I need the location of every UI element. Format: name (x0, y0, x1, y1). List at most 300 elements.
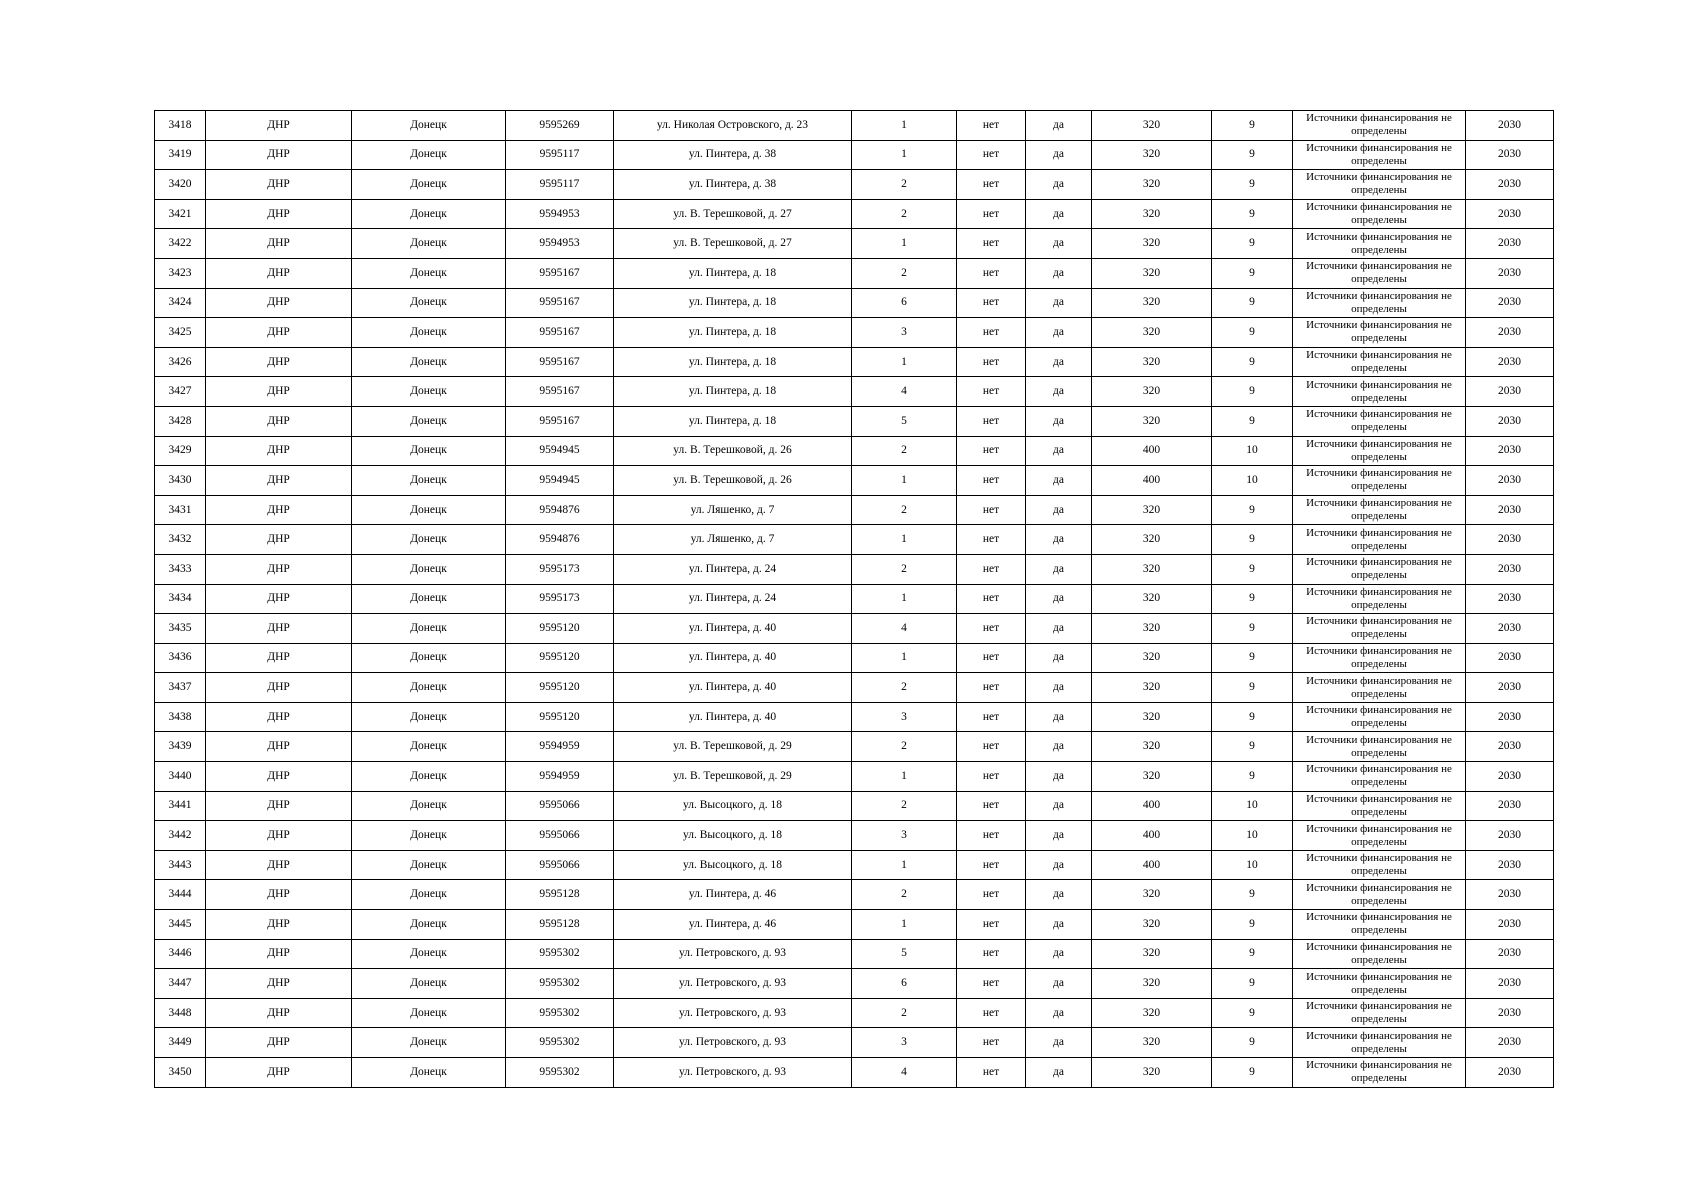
region-cell: ДНР (206, 406, 352, 436)
capacity-cell: 400 (1092, 436, 1212, 466)
region-cell: ДНР (206, 850, 352, 880)
region-cell: ДНР (206, 998, 352, 1028)
region-cell: ДНР (206, 969, 352, 999)
row-number-cell: 3443 (155, 850, 206, 880)
funding-note-cell: Источники финансирования не определены (1293, 998, 1466, 1028)
status-yes-cell: да (1026, 939, 1092, 969)
floors-cell: 9 (1212, 347, 1293, 377)
status-yes-cell: да (1026, 140, 1092, 170)
table-row (155, 1028, 1554, 1058)
city-cell: Донецк (352, 318, 506, 348)
city-cell: Донецк (352, 910, 506, 940)
capacity-cell: 320 (1092, 880, 1212, 910)
region-cell: ДНР (206, 377, 352, 407)
city-cell: Донецк (352, 140, 506, 170)
city-cell: Донецк (352, 258, 506, 288)
object-id-cell: 9595128 (506, 880, 614, 910)
funding-note-cell: Источники финансирования не определены (1293, 702, 1466, 732)
row-number-cell: 3429 (155, 436, 206, 466)
row-number-cell: 3423 (155, 258, 206, 288)
capacity-cell: 320 (1092, 525, 1212, 555)
address-cell: ул. Петровского, д. 93 (614, 939, 852, 969)
entrance-cell: 1 (852, 643, 957, 673)
entrance-cell: 2 (852, 495, 957, 525)
status-yes-cell: да (1026, 702, 1092, 732)
year-cell: 2030 (1466, 258, 1554, 288)
year-cell: 2030 (1466, 495, 1554, 525)
status-yes-cell: да (1026, 525, 1092, 555)
entrance-cell: 6 (852, 288, 957, 318)
city-cell: Донецк (352, 643, 506, 673)
row-number-cell: 3421 (155, 199, 206, 229)
funding-note-cell: Источники финансирования не определены (1293, 880, 1466, 910)
capacity-cell: 400 (1092, 850, 1212, 880)
object-id-cell: 9594953 (506, 199, 614, 229)
table-row (155, 910, 1554, 940)
funding-note-cell: Источники финансирования не определены (1293, 199, 1466, 229)
capacity-cell: 400 (1092, 466, 1212, 496)
status-no-cell: нет (957, 199, 1026, 229)
floors-cell: 9 (1212, 643, 1293, 673)
status-yes-cell: да (1026, 969, 1092, 999)
funding-note-cell: Источники финансирования не определены (1293, 821, 1466, 851)
status-no-cell: нет (957, 614, 1026, 644)
region-cell: ДНР (206, 554, 352, 584)
capacity-cell: 320 (1092, 910, 1212, 940)
year-cell: 2030 (1466, 229, 1554, 259)
year-cell: 2030 (1466, 969, 1554, 999)
status-no-cell: нет (957, 406, 1026, 436)
capacity-cell: 400 (1092, 821, 1212, 851)
object-id-cell: 9595066 (506, 821, 614, 851)
object-id-cell: 9595066 (506, 850, 614, 880)
table-row (155, 554, 1554, 584)
floors-cell: 9 (1212, 377, 1293, 407)
status-yes-cell: да (1026, 732, 1092, 762)
region-cell: ДНР (206, 614, 352, 644)
year-cell: 2030 (1466, 199, 1554, 229)
row-number-cell: 3432 (155, 525, 206, 555)
object-id-cell: 9595128 (506, 910, 614, 940)
city-cell: Донецк (352, 199, 506, 229)
year-cell: 2030 (1466, 791, 1554, 821)
status-no-cell: нет (957, 288, 1026, 318)
status-no-cell: нет (957, 229, 1026, 259)
city-cell: Донецк (352, 229, 506, 259)
status-yes-cell: да (1026, 377, 1092, 407)
floors-cell: 9 (1212, 702, 1293, 732)
entrance-cell: 3 (852, 1028, 957, 1058)
object-id-cell: 9595167 (506, 258, 614, 288)
table-row (155, 1058, 1554, 1088)
status-yes-cell: да (1026, 584, 1092, 614)
object-id-cell: 9595269 (506, 111, 614, 141)
region-cell: ДНР (206, 466, 352, 496)
city-cell: Донецк (352, 880, 506, 910)
object-id-cell: 9595120 (506, 702, 614, 732)
region-cell: ДНР (206, 762, 352, 792)
status-no-cell: нет (957, 170, 1026, 200)
status-yes-cell: да (1026, 880, 1092, 910)
city-cell: Донецк (352, 1058, 506, 1088)
status-yes-cell: да (1026, 1028, 1092, 1058)
floors-cell: 9 (1212, 258, 1293, 288)
object-id-cell: 9594959 (506, 732, 614, 762)
region-cell: ДНР (206, 436, 352, 466)
row-number-cell: 3444 (155, 880, 206, 910)
year-cell: 2030 (1466, 111, 1554, 141)
status-yes-cell: да (1026, 554, 1092, 584)
year-cell: 2030 (1466, 377, 1554, 407)
row-number-cell: 3436 (155, 643, 206, 673)
table-row (155, 140, 1554, 170)
address-cell: ул. Пинтера, д. 18 (614, 347, 852, 377)
address-cell: ул. В. Терешковой, д. 29 (614, 732, 852, 762)
capacity-cell: 320 (1092, 406, 1212, 436)
object-id-cell: 9594876 (506, 495, 614, 525)
object-id-cell: 9595117 (506, 170, 614, 200)
funding-note-cell: Источники финансирования не определены (1293, 436, 1466, 466)
region-cell: ДНР (206, 347, 352, 377)
city-cell: Донецк (352, 466, 506, 496)
capacity-cell: 320 (1092, 614, 1212, 644)
object-id-cell: 9594876 (506, 525, 614, 555)
status-yes-cell: да (1026, 673, 1092, 703)
floors-cell: 9 (1212, 229, 1293, 259)
floors-cell: 9 (1212, 673, 1293, 703)
region-cell: ДНР (206, 880, 352, 910)
address-cell: ул. Пинтера, д. 38 (614, 170, 852, 200)
funding-note-cell: Источники финансирования не определены (1293, 762, 1466, 792)
floors-cell: 9 (1212, 1058, 1293, 1088)
object-id-cell: 9595167 (506, 347, 614, 377)
region-cell: ДНР (206, 1058, 352, 1088)
status-yes-cell: да (1026, 998, 1092, 1028)
status-yes-cell: да (1026, 111, 1092, 141)
year-cell: 2030 (1466, 1028, 1554, 1058)
address-cell: ул. Ляшенко, д. 7 (614, 495, 852, 525)
status-yes-cell: да (1026, 258, 1092, 288)
entrance-cell: 2 (852, 170, 957, 200)
address-cell: ул. Пинтера, д. 40 (614, 614, 852, 644)
funding-note-cell: Источники финансирования не определены (1293, 495, 1466, 525)
row-number-cell: 3441 (155, 791, 206, 821)
row-number-cell: 3439 (155, 732, 206, 762)
table-row (155, 998, 1554, 1028)
table-row (155, 288, 1554, 318)
floors-cell: 10 (1212, 436, 1293, 466)
capacity-cell: 320 (1092, 140, 1212, 170)
entrance-cell: 3 (852, 318, 957, 348)
address-cell: ул. Высоцкого, д. 18 (614, 821, 852, 851)
capacity-cell: 320 (1092, 998, 1212, 1028)
row-number-cell: 3427 (155, 377, 206, 407)
city-cell: Донецк (352, 584, 506, 614)
status-no-cell: нет (957, 643, 1026, 673)
year-cell: 2030 (1466, 170, 1554, 200)
capacity-cell: 320 (1092, 762, 1212, 792)
address-cell: ул. Пинтера, д. 40 (614, 643, 852, 673)
floors-cell: 9 (1212, 939, 1293, 969)
floors-cell: 9 (1212, 525, 1293, 555)
year-cell: 2030 (1466, 821, 1554, 851)
address-cell: ул. Пинтера, д. 40 (614, 673, 852, 703)
capacity-cell: 320 (1092, 1028, 1212, 1058)
city-cell: Донецк (352, 288, 506, 318)
city-cell: Донецк (352, 673, 506, 703)
funding-note-cell: Источники финансирования не определены (1293, 377, 1466, 407)
address-cell: ул. Пинтера, д. 46 (614, 880, 852, 910)
object-id-cell: 9595167 (506, 318, 614, 348)
city-cell: Донецк (352, 111, 506, 141)
entrance-cell: 4 (852, 614, 957, 644)
address-cell: ул. Петровского, д. 93 (614, 969, 852, 999)
region-cell: ДНР (206, 140, 352, 170)
floors-cell: 9 (1212, 969, 1293, 999)
status-yes-cell: да (1026, 436, 1092, 466)
entrance-cell: 1 (852, 229, 957, 259)
status-yes-cell: да (1026, 170, 1092, 200)
status-no-cell: нет (957, 554, 1026, 584)
city-cell: Донецк (352, 347, 506, 377)
row-number-cell: 3435 (155, 614, 206, 644)
year-cell: 2030 (1466, 406, 1554, 436)
floors-cell: 9 (1212, 140, 1293, 170)
status-yes-cell: да (1026, 318, 1092, 348)
region-cell: ДНР (206, 673, 352, 703)
entrance-cell: 1 (852, 850, 957, 880)
row-number-cell: 3445 (155, 910, 206, 940)
table-row (155, 318, 1554, 348)
region-cell: ДНР (206, 229, 352, 259)
year-cell: 2030 (1466, 643, 1554, 673)
object-id-cell: 9595066 (506, 791, 614, 821)
capacity-cell: 320 (1092, 170, 1212, 200)
address-cell: ул. Пинтера, д. 18 (614, 258, 852, 288)
status-yes-cell: да (1026, 762, 1092, 792)
city-cell: Донецк (352, 998, 506, 1028)
year-cell: 2030 (1466, 318, 1554, 348)
table-row (155, 525, 1554, 555)
address-cell: ул. Пинтера, д. 38 (614, 140, 852, 170)
year-cell: 2030 (1466, 939, 1554, 969)
object-id-cell: 9595120 (506, 614, 614, 644)
funding-note-cell: Источники финансирования не определены (1293, 288, 1466, 318)
region-cell: ДНР (206, 288, 352, 318)
address-cell: ул. Петровского, д. 93 (614, 998, 852, 1028)
table-row (155, 791, 1554, 821)
entrance-cell: 1 (852, 140, 957, 170)
object-id-cell: 9594953 (506, 229, 614, 259)
year-cell: 2030 (1466, 998, 1554, 1028)
entrance-cell: 1 (852, 762, 957, 792)
city-cell: Донецк (352, 377, 506, 407)
capacity-cell: 320 (1092, 199, 1212, 229)
funding-note-cell: Источники финансирования не определены (1293, 466, 1466, 496)
address-cell: ул. Николая Островского, д. 23 (614, 111, 852, 141)
address-cell: ул. Пинтера, д. 24 (614, 554, 852, 584)
floors-cell: 10 (1212, 821, 1293, 851)
address-cell: ул. Ляшенко, д. 7 (614, 525, 852, 555)
entrance-cell: 2 (852, 880, 957, 910)
table-row (155, 170, 1554, 200)
city-cell: Донецк (352, 525, 506, 555)
status-no-cell: нет (957, 673, 1026, 703)
row-number-cell: 3431 (155, 495, 206, 525)
table-row (155, 199, 1554, 229)
address-cell: ул. Пинтера, д. 18 (614, 406, 852, 436)
city-cell: Донецк (352, 821, 506, 851)
capacity-cell: 320 (1092, 318, 1212, 348)
entrance-cell: 2 (852, 199, 957, 229)
row-number-cell: 3434 (155, 584, 206, 614)
object-id-cell: 9595120 (506, 673, 614, 703)
region-cell: ДНР (206, 584, 352, 614)
year-cell: 2030 (1466, 880, 1554, 910)
object-id-cell: 9595117 (506, 140, 614, 170)
region-cell: ДНР (206, 199, 352, 229)
funding-note-cell: Источники финансирования не определены (1293, 318, 1466, 348)
region-cell: ДНР (206, 258, 352, 288)
year-cell: 2030 (1466, 347, 1554, 377)
status-no-cell: нет (957, 969, 1026, 999)
year-cell: 2030 (1466, 673, 1554, 703)
row-number-cell: 3422 (155, 229, 206, 259)
funding-note-cell: Источники финансирования не определены (1293, 1028, 1466, 1058)
entrance-cell: 2 (852, 258, 957, 288)
row-number-cell: 3442 (155, 821, 206, 851)
funding-note-cell: Источники финансирования не определены (1293, 939, 1466, 969)
entrance-cell: 1 (852, 466, 957, 496)
entrance-cell: 4 (852, 1058, 957, 1088)
object-id-cell: 9595167 (506, 377, 614, 407)
entrance-cell: 2 (852, 554, 957, 584)
status-yes-cell: да (1026, 643, 1092, 673)
capacity-cell: 320 (1092, 732, 1212, 762)
row-number-cell: 3448 (155, 998, 206, 1028)
funding-note-cell: Источники финансирования не определены (1293, 643, 1466, 673)
status-yes-cell: да (1026, 229, 1092, 259)
capacity-cell: 320 (1092, 347, 1212, 377)
region-cell: ДНР (206, 702, 352, 732)
table-row (155, 673, 1554, 703)
funding-note-cell: Источники финансирования не определены (1293, 347, 1466, 377)
status-no-cell: нет (957, 939, 1026, 969)
city-cell: Донецк (352, 406, 506, 436)
year-cell: 2030 (1466, 850, 1554, 880)
table-row (155, 495, 1554, 525)
capacity-cell: 320 (1092, 969, 1212, 999)
year-cell: 2030 (1466, 140, 1554, 170)
entrance-cell: 3 (852, 702, 957, 732)
address-cell: ул. Пинтера, д. 18 (614, 377, 852, 407)
table-row (155, 258, 1554, 288)
city-cell: Донецк (352, 554, 506, 584)
status-yes-cell: да (1026, 495, 1092, 525)
table-row (155, 466, 1554, 496)
status-no-cell: нет (957, 258, 1026, 288)
year-cell: 2030 (1466, 525, 1554, 555)
year-cell: 2030 (1466, 614, 1554, 644)
floors-cell: 9 (1212, 318, 1293, 348)
funding-note-cell: Источники финансирования не определены (1293, 140, 1466, 170)
status-no-cell: нет (957, 791, 1026, 821)
address-cell: ул. Пинтера, д. 24 (614, 584, 852, 614)
row-number-cell: 3426 (155, 347, 206, 377)
row-number-cell: 3438 (155, 702, 206, 732)
table-row (155, 702, 1554, 732)
city-cell: Донецк (352, 702, 506, 732)
region-cell: ДНР (206, 732, 352, 762)
capacity-cell: 320 (1092, 702, 1212, 732)
funding-note-cell: Источники финансирования не определены (1293, 910, 1466, 940)
year-cell: 2030 (1466, 466, 1554, 496)
floors-cell: 9 (1212, 406, 1293, 436)
funding-note-cell: Источники финансирования не определены (1293, 614, 1466, 644)
floors-cell: 9 (1212, 584, 1293, 614)
status-yes-cell: да (1026, 466, 1092, 496)
status-no-cell: нет (957, 347, 1026, 377)
capacity-cell: 320 (1092, 673, 1212, 703)
entrance-cell: 5 (852, 939, 957, 969)
status-no-cell: нет (957, 821, 1026, 851)
table-row (155, 436, 1554, 466)
year-cell: 2030 (1466, 702, 1554, 732)
city-cell: Донецк (352, 495, 506, 525)
object-id-cell: 9594959 (506, 762, 614, 792)
floors-cell: 9 (1212, 170, 1293, 200)
object-id-cell: 9595120 (506, 643, 614, 673)
capacity-cell: 320 (1092, 111, 1212, 141)
row-number-cell: 3419 (155, 140, 206, 170)
address-cell: ул. Высоцкого, д. 18 (614, 850, 852, 880)
address-cell: ул. В. Терешковой, д. 26 (614, 436, 852, 466)
city-cell: Донецк (352, 762, 506, 792)
status-yes-cell: да (1026, 821, 1092, 851)
region-cell: ДНР (206, 910, 352, 940)
entrance-cell: 5 (852, 406, 957, 436)
status-yes-cell: да (1026, 850, 1092, 880)
table-row (155, 584, 1554, 614)
city-cell: Донецк (352, 170, 506, 200)
funding-note-cell: Источники финансирования не определены (1293, 791, 1466, 821)
floors-cell: 9 (1212, 1028, 1293, 1058)
city-cell: Донецк (352, 850, 506, 880)
status-yes-cell: да (1026, 288, 1092, 318)
capacity-cell: 320 (1092, 288, 1212, 318)
funding-note-cell: Источники финансирования не определены (1293, 584, 1466, 614)
floors-cell: 9 (1212, 111, 1293, 141)
floors-cell: 9 (1212, 495, 1293, 525)
object-id-cell: 9595173 (506, 554, 614, 584)
floors-cell: 9 (1212, 554, 1293, 584)
address-cell: ул. В. Терешковой, д. 27 (614, 229, 852, 259)
status-no-cell: нет (957, 318, 1026, 348)
funding-note-cell: Источники финансирования не определены (1293, 554, 1466, 584)
table-row (155, 643, 1554, 673)
entrance-cell: 2 (852, 998, 957, 1028)
region-cell: ДНР (206, 939, 352, 969)
object-id-cell: 9595302 (506, 939, 614, 969)
year-cell: 2030 (1466, 910, 1554, 940)
address-cell: ул. Петровского, д. 93 (614, 1028, 852, 1058)
region-cell: ДНР (206, 791, 352, 821)
funding-note-cell: Источники финансирования не определены (1293, 170, 1466, 200)
object-id-cell: 9595167 (506, 288, 614, 318)
entrance-cell: 1 (852, 525, 957, 555)
entrance-cell: 1 (852, 347, 957, 377)
row-number-cell: 3437 (155, 673, 206, 703)
